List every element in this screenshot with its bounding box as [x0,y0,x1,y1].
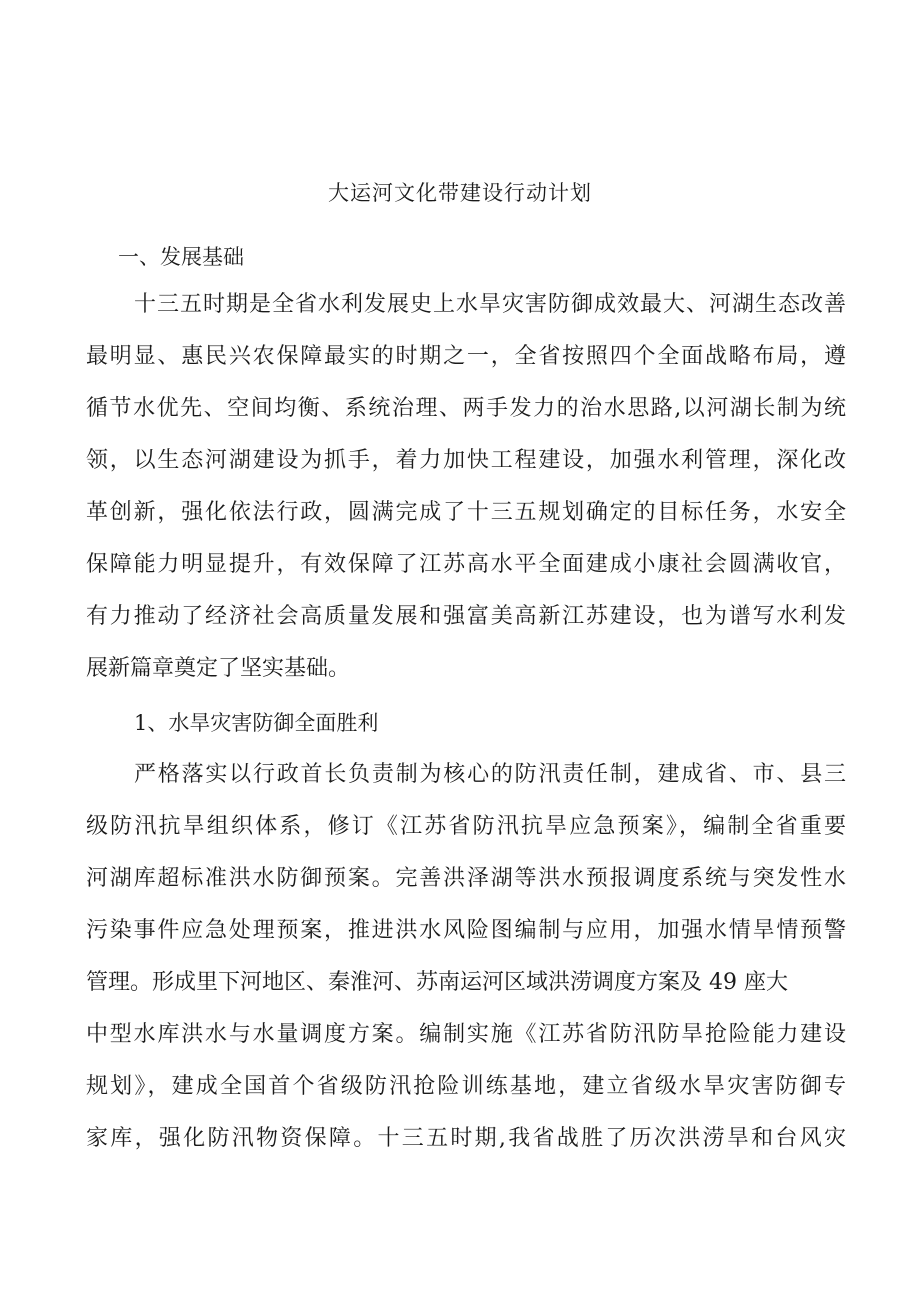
paragraph-line: 规划》，建成全国首个省级防汛抢险训练基地，建立省级水旱灾害防御专 [86,1074,846,1099]
paragraph-line: 循节水优先、空间均衡、系统治理、两手发力的治水思路,以河湖长制为统 [86,396,846,421]
paragraph-line: 有力推动了经济社会高质量发展和强富美高新江苏建设，也为谱写水利发 [86,604,846,629]
paragraph-line: 十三五时期是全省水利发展史上水旱灾害防御成效最大、河湖生态改善 [134,292,846,317]
subsection-heading: 1、水旱灾害防御全面胜利 [134,711,379,735]
paragraph-line: 领，以生态河湖建设为抓手，着力加快工程建设，加强水利管理，深化改 [86,448,846,473]
paragraph-line: 家库，强化防汛物资保障。十三五时期,我省战胜了历次洪涝旱和台风灾 [86,1126,846,1151]
paragraph-line: 保障能力明显提升，有效保障了江苏高水平全面建成小康社会圆满收官， [86,552,846,577]
paragraph-line: 展新篇章奠定了坚实基础。 [86,656,351,681]
document-title: 大运河文化带建设行动计划 [328,181,592,205]
paragraph-line: 河湖库超标准洪水防御预案。完善洪泽湖等洪水预报调度系统与突发性水 [86,866,846,891]
paragraph-line: 污染事件应急处理预案，推进洪水风险图编制与应用，加强水情旱情预警 [86,918,846,943]
paragraph-line: 严格落实以行政首长负责制为核心的防汛责任制，建成省、市、县三 [134,762,846,787]
paragraph-line: 最明显、惠民兴农保障最实的时期之一，全省按照四个全面战略布局，遵 [86,344,846,369]
paragraph-line: 级防汛抗旱组织体系，修订《江苏省防汛抗旱应急预案》，编制全省重要 [86,814,846,839]
paragraph-line: 中型水库洪水与水量调度方案。编制实施《江苏省防汛防旱抢险能力建设 [86,1022,846,1047]
section-heading: 一、发展基础 [118,245,244,269]
paragraph-line: 革创新，强化依法行政，圆满完成了十三五规划确定的目标任务，水安全 [86,500,846,525]
paragraph-line: 管理。形成里下河地区、秦淮河、苏南运河区域洪涝调度方案及 49 座大 [86,970,788,995]
